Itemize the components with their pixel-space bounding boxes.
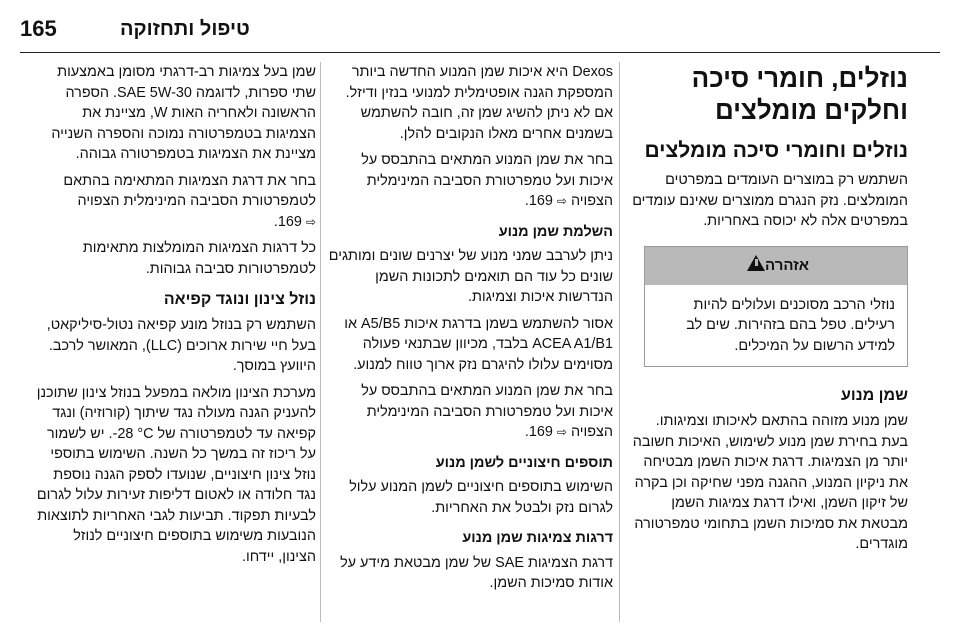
viscosity-heading: דרגות צמיגות שמן מנוע [462, 530, 613, 546]
mixing-paragraph: ניתן לערבב שמני מנוע של יצרנים שונים ומותגים שונים כל עוד הם תואמים לתכונות השמן הנדרשות איכות וצמיגות. [328, 248, 613, 305]
high-temp-paragraph: כל דרגות הצמיגות המומלצות מתאימות לטמפרטורות סביבה גבוהות. [82, 240, 316, 277]
warning-title: אזהרה [765, 256, 809, 274]
topup-heading: השלמת שמן מנוע [498, 223, 613, 240]
cooling-system-paragraph: מערכת הצינון מולאה במפעל בנוזל צינון שתוכנן להעניק הגנה מעולה נגד שיתוך (קורוזיה) ונגד קפיאה עד לטמפרטורה של ‎-28 °C‏. יש לשמור על ריכוז זה במשך כל השנה. השימוש בתוספי נוזל צינון חיצוניים, שנועדו לספק הגנה נוספת נגד חלודה או לאטום דליפות זעירות עלול לגרום לבעיות תפקוד. תביעות לגבי האחריות לתוצאות הנובעות משימוש בתוספים חיצוניים לנוזל הצינון, יידחו. [36, 384, 316, 565]
forbidden-oil-paragraph: אסור להשתמש בשמן בדרגת איכות A5/B5 או ACEA A1/B1 בלבד, מכיוון שבתנאי פעולה מסוימים עלולו להיגרם נזק ארוך טווח למנוע. [344, 315, 613, 373]
left-column [36, 62, 316, 573]
section-title: טיפול ותחזוקה [120, 18, 250, 40]
section-heading: נוזלים וחומרי סיכה מומלצים [644, 139, 908, 162]
dexos-paragraph: Dexos היא איכות שמן המנוע החדשה ביותר המספקת הגנה אופטימלית למנועי בנזין ודיזל. אם לא ניתן להשיג שמן זה, חובה להשתמש בשמנים אחרים מאלו הנקובים להלן. [345, 64, 613, 142]
page-reference[interactable]: ⇨ 169. [524, 193, 567, 209]
oil-select-paragraph-2 [325, 381, 613, 443]
reference-page-number: 169 [277, 213, 302, 230]
column-divider [320, 62, 321, 622]
page-reference[interactable]: ⇨ 169. [273, 213, 316, 230]
reference-arrow-icon: ⇨ [556, 425, 567, 439]
header-rule [20, 52, 940, 53]
engine-oil-heading: שמן מנוע [840, 387, 908, 404]
viscosity-select-paragraph [36, 171, 316, 233]
warning-header [645, 247, 907, 285]
additives-paragraph: השימוש בתוספים חיצוניים לשמן המנוע עלול לגרום נזק ולבטל את האחריות. [349, 479, 613, 516]
middle-column [325, 62, 613, 600]
column-divider [619, 62, 620, 622]
right-column [628, 62, 908, 561]
additives-heading: תוספים חיצוניים לשמן מנוע [435, 454, 613, 471]
viscosity-select-text: בחר את דרגת הצמיגות המתאימה בהתאם לטמפרטורת הסביבה המינימלית הצפויה [63, 172, 316, 209]
page-number: 165 [20, 16, 57, 41]
oil-select-text-2: בחר את שמן המנוע המתאים בהתבסס על איכות ועל טמפרטורת הסביבה המינימלית הצפויה [361, 383, 613, 440]
warning-box [644, 246, 908, 368]
reference-page-number: 169 [528, 193, 553, 209]
page-reference[interactable]: ⇨ 169. [524, 424, 567, 440]
main-heading: נוזלים, חומרי סיכה וחלקים מומלצים [691, 63, 908, 125]
oil-select-paragraph [325, 150, 613, 212]
reference-arrow-icon: ⇨ [556, 194, 567, 208]
intro-paragraph: השתמש רק במוצרים העומדים במפרטים המומלצים. נזק הנגרם ממוצרים שאינם עומדים במפרטים אלה לא יכוסה באחריות. [632, 172, 908, 229]
coolant-paragraph: השתמש רק בנוזל מונע קפיאה נטול-סיליקאט, בעל חיי שירות ארוכים (LLC), המאושר לרכב. היוועץ במוסך. [46, 317, 316, 374]
viscosity-paragraph: דרגת הצמיגות SAE של שמן מבטאת מידע על אודות סמיכות השמן. [340, 554, 613, 591]
warning-triangle-icon [747, 255, 765, 271]
coolant-heading: נוזל צינון ונוגד קפיאה [163, 291, 316, 308]
reference-arrow-icon: ⇨ [305, 214, 316, 229]
reference-page-number: 169 [528, 424, 553, 440]
page-header [0, 0, 960, 50]
warning-text: נוזלי הרכב מסוכנים ועלולים להיות רעילים. טפל בהם בזהירות. שים לב למידע הרשום על המיכלים. [645, 285, 907, 367]
multigrade-paragraph: שמן בעל צמיגות רב-דרגתי מסומן באמצעות שתי ספרות, לדוגמה SAE 5W-30. הספרה הראשונה ולאחריה האות W, מציינת את הצמיגות בטמפרטורה נמוכה והספרה השנייה מציינת את הצמיגות בטמפרטורה גבוהה. [51, 64, 316, 162]
oil-select-text: בחר את שמן המנוע המתאים בהתבסס על איכות ועל טמפרטורת הסביבה המינימלית הצפויה [361, 152, 613, 209]
engine-oil-paragraph: שמן מנוע מזוהה בהתאם לאיכותו וצמיגותו. בעת בחירת שמן מנוע לשימוש, האיכות חשובה יותר מן הצמיגות. דרגת איכות השמן מבטיחה את ניקיון המנוע, ההגנה מפני שחיקה וכן בקרה של זיקון השמן, ואילו דרגת צמיגות השמן מבטאת את סמיכות השמן בתחומי טמפרטורה מוגדרים. [632, 413, 908, 552]
